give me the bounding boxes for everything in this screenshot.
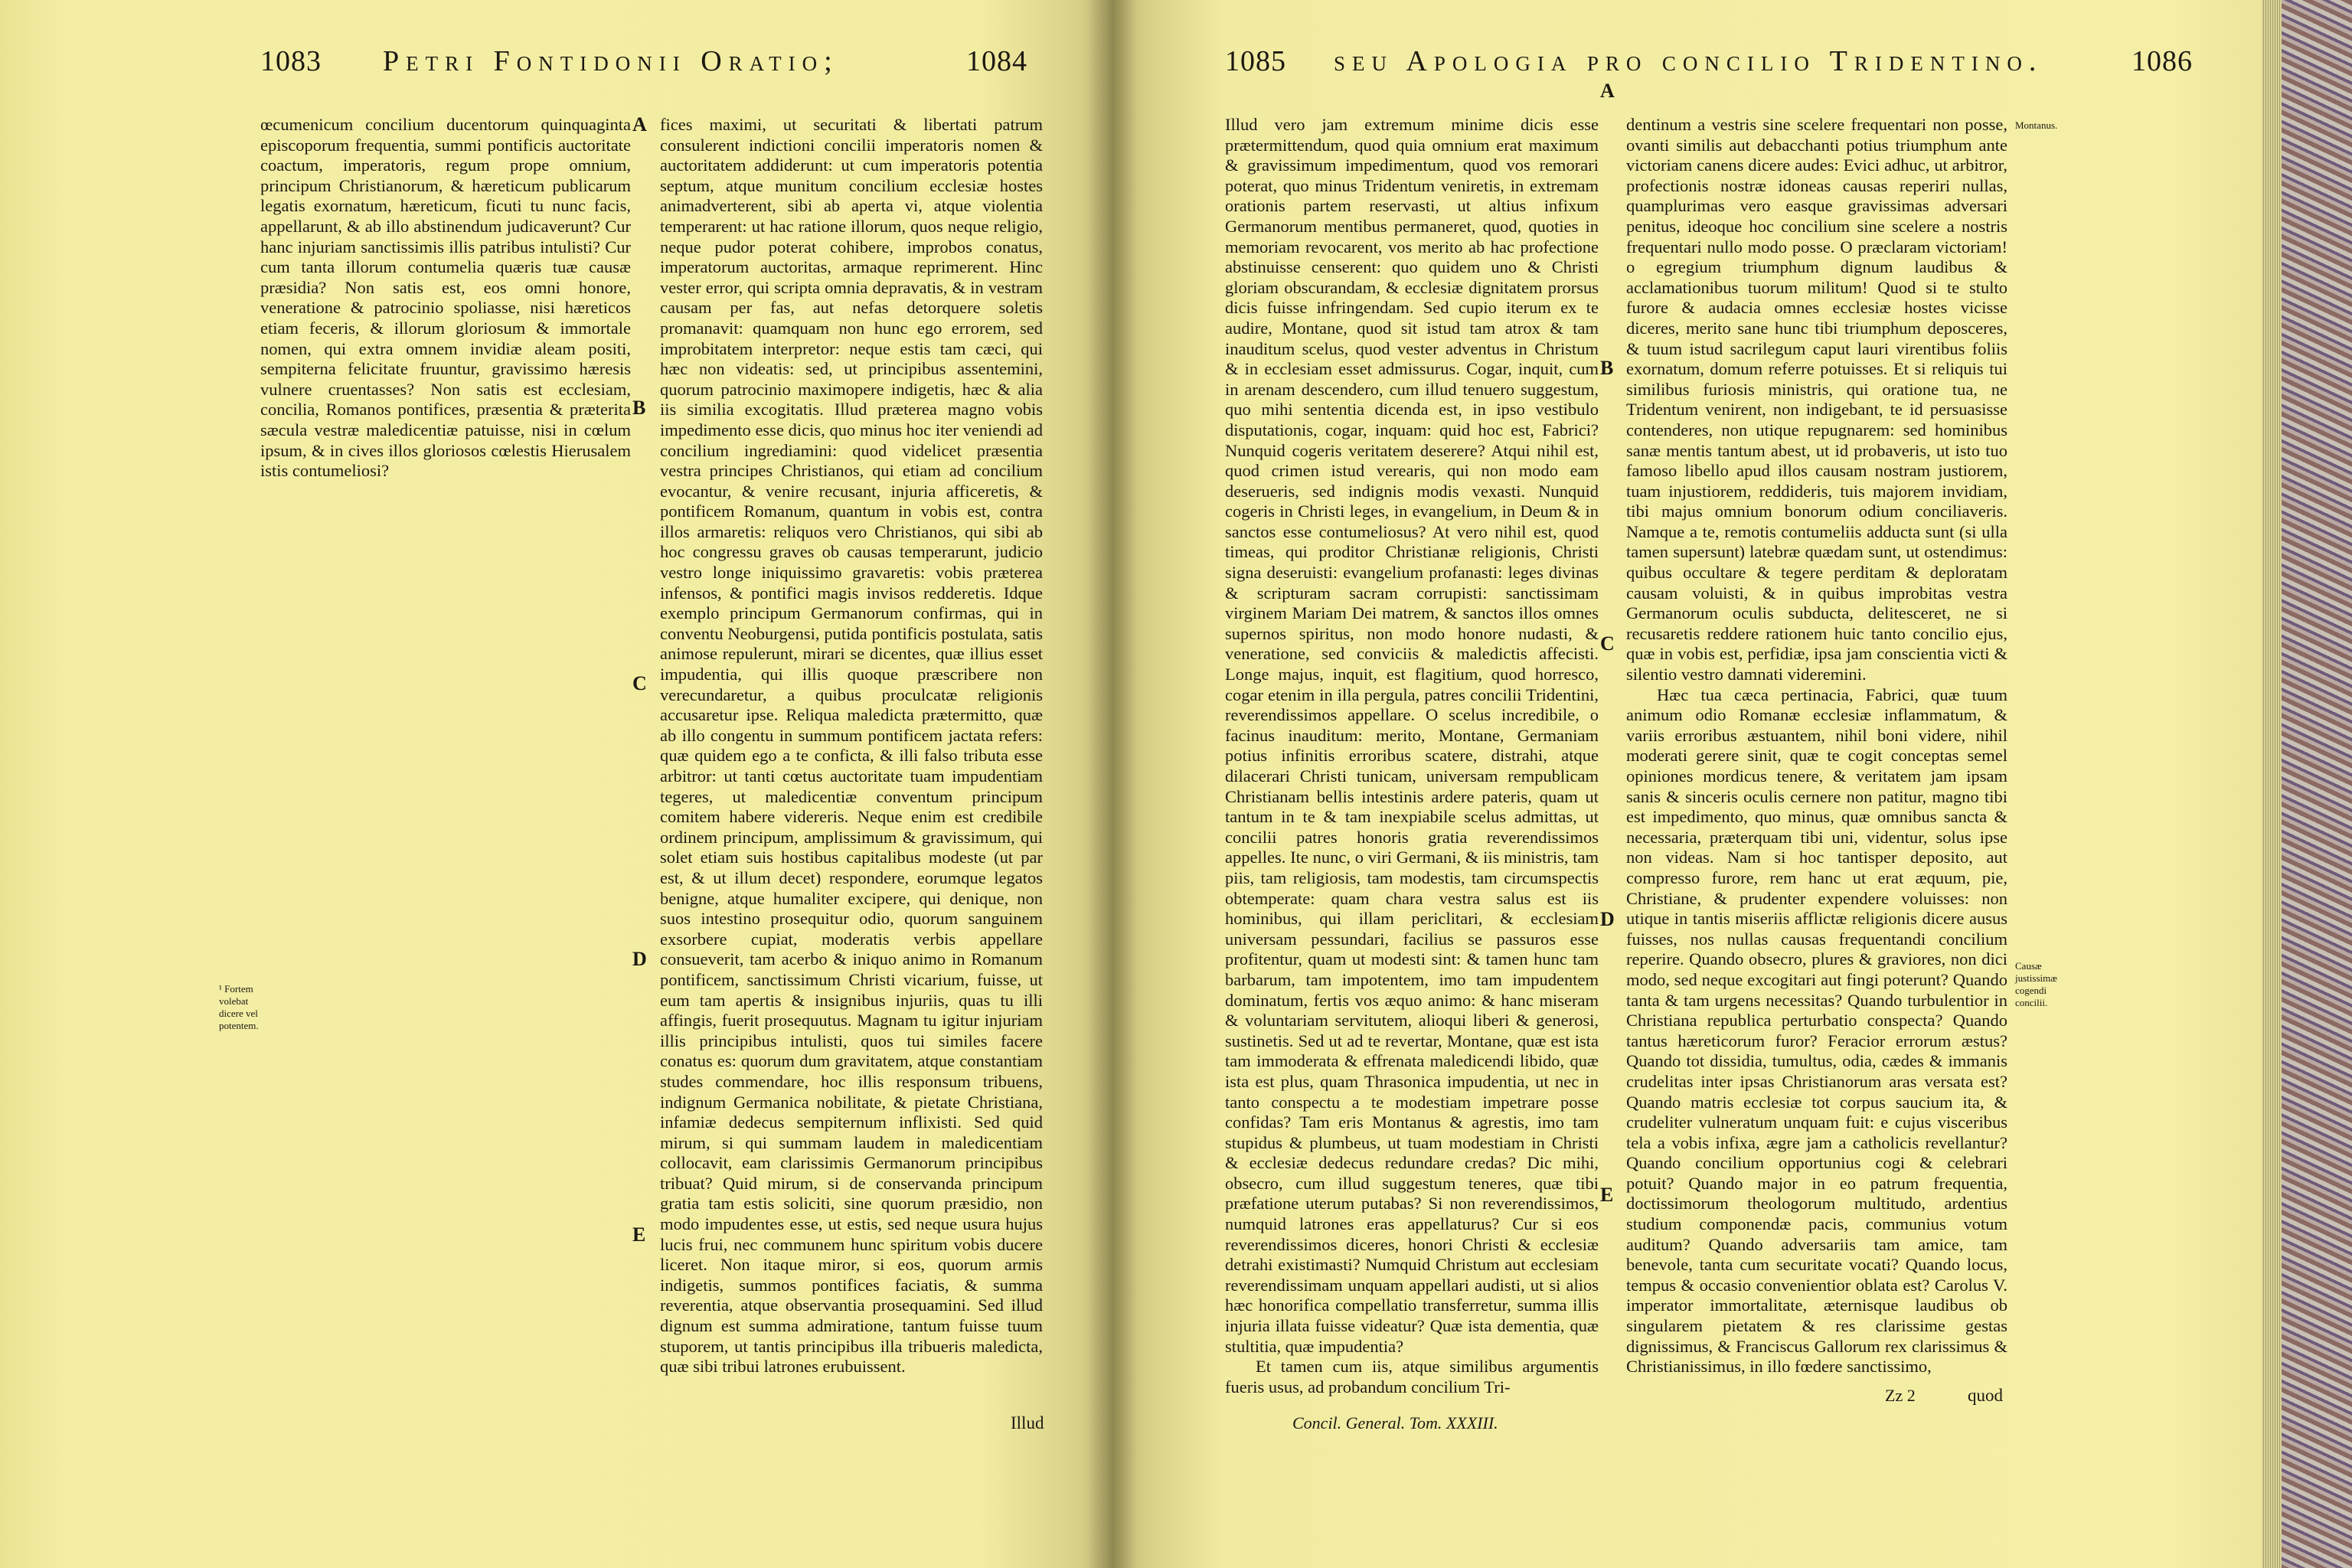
- section-marker: C: [1600, 632, 1615, 655]
- section-marker: A: [632, 113, 647, 136]
- left-page: [0, 0, 1112, 1568]
- paragraph: Hæc tua cæca pertinacia, Fabrici, quæ tuum animum odio Romanæ ecclesiæ inflammatum, & variis erroribus æstuantem, nihil boni videre, nihil moderati gerere sinit, quæ te cogit conceptas semel opiniones mordicus tenere, & veritatem jam ipsam sanis & sinceris oculis cernere non patitur, magno tibi est impedimento, quo minus, quæ omnibus sancta & necessaria, præterquam tibi uni, videntur, solus ipse non videas. Nam si hoc tantisper deposito, aut compresso furore, rem hanc ut erat æquum, pie, Christiane, & prudenter expendere voluisses: non utique in tantis miseriis afflictæ religionis dicere ausus fuisses, nos nullas causas frequentandi concilium reperire. Quando obsecro, plures & graviores, non dici modo, sed neque excogitari aut fingi poterunt? Quando tanta & tam urgens necessitas? Quando turbulentior in Christiana republica perturbatio conspecta? Quando tantus hæreticorum furor? Feracior errorum æstus? Quando tot dissidia, tumultus, odia, cædes & immanis crudelitas inter ipsas Christianorum aras versata est? Quando matris ecclesiæ tot corpus saucium ita, & crudeliter vulneratum unquam fuit: e cujus visceribus tela a vobis infixa, ægre jam a catholicis revellantur? Quando concilium opportunius cogi & celebrari potuit? Quando major in eo patrum frequentia, doctissimorum theologorum multitudo, ardentius studium componendæ pacis, communius votum auditum? Quando adversariis tam amice, tam benevole, tanta cum securitate vocati? Quando locus, tempus & occasio convenientior oblata est? Carolus V. imperator immortalitate, æternisque laudibus ob singularem pietatem & res clarissime gestas dignissimus, & Franciscus Gallorum rex clarissimus & Christianissimus, in illo fœdere sanctissimo,: [1626, 684, 2007, 1377]
- paragraph: Illud vero jam extremum minime dicis esse prætermittendum, quod quia omnium erat maximum & gravissimum impedimentum, quod vos remorari poterat, quo minus Tridentum veniretis, in extremam orationis partem reservasti, ut altius infixum Germanorum mentibus permaneret, quod, quoties in memoriam revocarent, vos merito ab hac profectione abstinuisse censerent: quo quidem uno & Christi gloriam obscurandam, & ecclesiæ dignitatem prorsus dicis fuisse infringendam. Sed cupio iterum ex te audire, Montane, quod sit istud tam atrox & tam inauditum scelus, quod vester adventus in Christum & in ecclesiam esset admissurus. Cogar, inquit, cum in arenam descendero, cum illud tenuero suggestum, quo mihi sententia dicenda est, in ipso vestibulo disputationis, cogar, inquam: quid hoc est, Fabrici? Nunquid cogeris veritatem deserere? Atqui nihil est, quod crimen istud verearis, qui non modo eam deserueris, sed indignis modis vexasti. Nunquid cogeris in Christi leges, in evangelium, in Deum & in sanctos esse contumeliosus? At vero nihil est, quod timeas, qui proditor Christianæ religionis, Christi signa deseruisti: evangelium profanasti: leges divinas & scripturam sacram corrupisti: sanctissimam virginem Mariam Dei matrem, & sanctos illos omnes supernos spiritus, non modo honore nudasti, & veneratione, sed conviciis & maledictis affecisti. Longe majus, inquit, est flagitium, quod horresco, cogar etenim in illa pergula, patres concilii Tridentini, reverendissimos appellare. O scelus incredibile, o facinus inauditum: merito, Montane, Germaniam potius infinitis erroribus scatere, distrahi, atque dilacerari Christi tunicam, universam rempublicam Christianam bellis intestinis ardere pateris, quam ut tantum in te & tam inexpiabile scelus admittas, ut concilii patres honoris gratia reverendissimos appelles. Ite nunc, o viri Germani, & iis ministris, tam piis, tam religiosis, tam modestis, tam circumspectis obtemperate: quam chara vestra salus est iis hominibus, qui illam periclitari, & ecclesiam universam pessundari, facilius se passuros esse profitentur, quam ut modesti sint: & tamen hunc tam barbarum, tam impotentem, imo tam impudentem dominatum, fertis vos æquo animo: & hanc miseram & voluntariam servitutem, alioqui liberi & generosi, sustinetis. Sed ut ad te revertar, Montane, quæ est ista tam immoderata & effrenata maledicendi libido, quæ ista est plus, quam Thrasonica impudentia, ut nec in tanto conspectu a te modestiam impetrare posse confidas? Tam eris Montanus & agrestis, imo tam stupidus & plumbeus, ut tuam modestiam in Christi & ecclesiæ dedecus redundare credas? Dic mihi, obsecro, cum illud suggestum teneres, quæ tibi præfatione uterum putabas? Si non reverendissimos, numquid latrones eras appellaturus? Cur si eos reverendissimos diceres, honori Christi & ecclesiæ detrahi existimasti? Numquid Christum aut ecclesiam reverendissimam unquam appellari audisti, ut si alios hæc honorifica compellatio transferretur, summa illis injuria illata fuisse videatur? Quæ ista dementia, quæ stultitia, quæ impudentia?: [1225, 115, 1599, 1356]
- paragraph: œcumenicum concilium ducentorum quinquaginta episcoporum frequentia, summi pontificis auctoritate coactum, imperatoris, regum prope omnium, principum Christianorum, & hæreticum publicarum legatis exornatum, hæreticum, ficuti tu nunc facis, appellarunt, & ab illo abstinendum judicaverunt? Cur hanc injuriam sanctissimis illis patribus intulisti? Cur cum tanta illorum contumelia quæris tuæ causæ præsidia? Non satis est, eos omni honore, veneratione & patrocinio spoliasse, nisi hæreticos etiam feceris, & illorum gloriosum & immortale nomen, qui extra omnem invidiæ aleam positi, sempiterna felicitate fruuntur, gravissimo hæresis vulnere cruentasses? Non satis est ecclesiam, concilia, Romanos pontifices, præsentia & præterita sæcula vestræ maledicentiæ patuisse, nisi in cœlum ipsum, & in cives illos gloriosos cœlestis Hierusalem istis contumeliosi?: [260, 115, 631, 481]
- section-marker: E: [1600, 1184, 1614, 1206]
- margin-note: Montanus.: [2015, 119, 2058, 131]
- left-page-header: [260, 44, 322, 78]
- section-marker: B: [1600, 357, 1614, 379]
- section-marker: D: [1600, 908, 1615, 930]
- text-column-2: [1626, 115, 2007, 1377]
- section-marker: D: [632, 948, 647, 970]
- text-column-2: [660, 115, 1043, 1377]
- section-marker: A: [1600, 80, 1615, 102]
- running-title: Petri Fontidonii Oratio;: [383, 45, 839, 77]
- catchword: quod: [1968, 1386, 2003, 1405]
- page-number: 1083: [260, 45, 322, 77]
- catchword: Illud: [1011, 1413, 1044, 1432]
- page-number-right: 1084: [966, 45, 1027, 77]
- section-marker: C: [632, 672, 647, 694]
- paragraph: fices maximi, ut securitati & libertati patrum consulerent indictioni concilii imperatoris nomen & auctoritatem addiderunt: ut cum imperatoris potentia septum, atque munitum concilium ecclesiæ hostes animadverterent, sibi ab aperta vi, atque violentia temperarent: ut hac ratione illorum, quos neque religio, neque pudor poterat cohibere, improbos conatus, imperatorum auctoritas, armaque reprimerent. Hinc vester error, qui scripta omnia depravatis, & in vestram causam per fas, aut nefas detorquere soletis promanavit: quamquam non hunc ego errorem, sed improbitatem interpretor: neque estis tam cæci, qui hæc non videatis: sed, ut principibus assentemini, quorum patrocinio maximopere indigetis, hæc & alia iis similia excogitatis. Illud præterea magno vobis impedimento esse dicis, quo minus hoc iter veniendi ad concilium ingrediamini: quod videlicet præsentia vestra principes Christianos, qui etiam ad concilium evocantur, & venire recusant, injuria afficeretis, & pontificem Romanum, quantum in vobis est, contra illos armaretis: reliquos vero Christianos, qui sibi ab hoc congressu graves ob causas temperarunt, judicio vestro longe iniquissimo gravaretis: vobis præterea infensos, & pontifici magis invisos redderetis. Idque exemplo principum Germanorum confirmas, qui in conventu Neoburgensi, putida pontificis postulata, satis animose repulerunt, mirari se dicentes, quæ illius esset impudentia, qui illis quoque præscribere non verecundaretur, a quibus proculcatæ religionis accusaretur ipse. Reliqua maledicta prætermitto, quæ ab illo congentu in summum pontificem jactata refers: quæ quidem ego a te conficta, & illi falso tributa esse arbitror: ut tanti cœtus auctoritate tuam impudentiam tegeres, ut maledicentiæ conventum principum comitem habere videreris. Neque enim est credibile ordinem principum, amplissimum & gravissimum, qui solet etiam suis hostibus capitalibus modeste (ut par est, & ut illum decet) respondere, eorumque legatos benigne, atque humaliter excipere, qui denique, non suos intestino prosequitur odio, quorum sanguinem exsorbere cupiat, moderatis verbis appellare consueverit, tam acerbo & iniquo animo in Romanum pontificem, sanctissimum Christi vicarium, fuisse, ut eum tam apertis & insignibus injuriis, quas tu illi affingis, fuerit prosequutus. Magnam tu igitur injuriam illis principibus intulisti, quos tui similes facere conatus es: quorum dum gravitatem, atque constantiam studes commendare, hoc illis responsum tribuens, indignum Germanica nobilitate, & pietate Christiana, infamiæ dedecus sempiternum inflixisti. Sed quid mirum, si qui summam laudem in maledicentiam collocavit, eam clarissimis Germanorum principibus tribuat? Quid mirum, si de conservanda principum gratia tam estis soliciti, sine quorum præsidio, non modo impudentes esse, ut estis, sed neque usura hujus lucis frui, nec communem hunc spiritum vobis ducere liceret. Non itaque miror, si eos, quorum armis indigetis, summos pontifices faciatis, & summa reverentia, atque observantia prosequamini. Sed illud dignum est summa admiratione, tantum fuisse tuum stuporem, ut tantis principibus illa tribueris maledicta, quæ sibi tribui latrones erubuissent.: [660, 115, 1043, 1377]
- text-column-1: [1225, 115, 1599, 1397]
- signature-line: Concil. General. Tom. XXXIII.: [1292, 1413, 1498, 1432]
- book-gutter: [1087, 0, 1136, 1568]
- right-page: [1112, 0, 2262, 1568]
- margin-note: ¹ Fortem volebat dicere vel potentem.: [219, 983, 259, 1031]
- paragraph: dentinum a vestris sine scelere frequentari non posse, ovanti similis aut debacchanti potius triumphum ante victoriam canens dicere audes: Evici adhuc, ut arbitror, profectionis nostræ idoneas causas reperiri nullas, quamplurimas vero easque gravissimas adversari penitus, ideoque hoc concilium sine scelere a nostris frequentari nullo modo posse. O præclaram victoriam! o egregium triumphum dignum laudibus & acclamationibus tuorum militum! Quod si te stulto furore & audacia omnes ecclesiæ hostes vicisse diceres, merito sane hunc tibi triumphum deposceres, & tuum istud sacrilegum caput lauri virentibus foliis exornatum, domum referre potuisses. Et si reliquis tui similibus furiosis ministris, qui oratione tua, ne Tridentum venirent, non indigebant, te id persuasisse contenderes, non utique repugnarem: sed hominibus sanæ mentis tantum abest, ut id probaveris, ut isto tuo famoso libello apud illos causam nostram justiorem, tuam injustiorem, reddideris, tuis majorem invidiam, tibi majus omnium bonorum odium conciliaveris. Namque a te, remotis contumeliis adducta sunt (si ulla tamen supersunt) latebræ quædam sunt, ut ostendimus: quibus occultare & tegere perditam & deploratam causam voluisti, & in quibus improbitas vestra Germanorum oculis subducta, delitesceret, ne si recusaretis reddere rationem huic tanto concilio ejus, quæ in vobis est, perfidiæ, ipsa jam conscientia victi & silentio vestro damnati videremini.: [1626, 115, 2007, 684]
- running-title: seu Apologia pro concilio Tridentino.: [1334, 45, 2043, 77]
- text-column-1: [260, 115, 631, 482]
- section-marker: B: [632, 397, 646, 419]
- signature-mark: Zz 2: [1885, 1386, 1916, 1405]
- section-marker: E: [632, 1223, 646, 1246]
- paragraph: Et tamen cum iis, atque similibus argumentis fueris usus, ad probandum concilium Tri-: [1225, 1357, 1599, 1396]
- page-number-right: 1086: [2132, 45, 2193, 77]
- page-number: 1085: [1225, 45, 1286, 77]
- page-edges: [2262, 0, 2282, 1568]
- fabric-background: [2278, 0, 2352, 1568]
- margin-note: Causæ justissimæ cogendi concilii.: [2015, 960, 2057, 1008]
